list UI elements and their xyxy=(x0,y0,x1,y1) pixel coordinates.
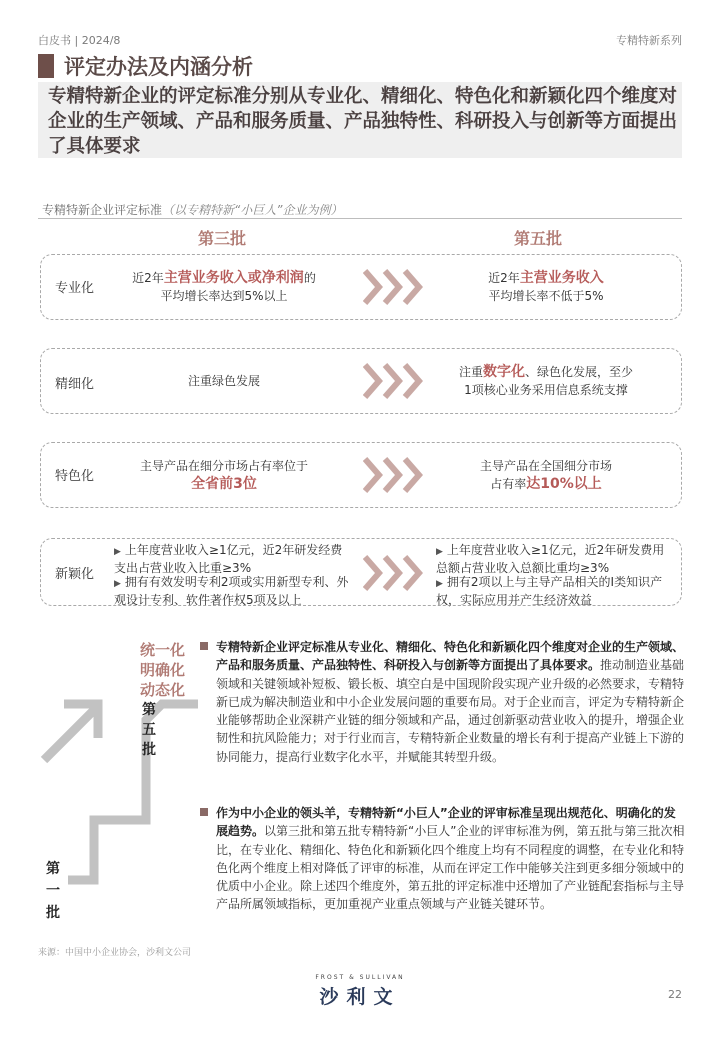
criterion-text: 平均增长率不低于5% xyxy=(488,289,604,303)
table-title xyxy=(42,201,342,218)
batch-3-criterion xyxy=(113,269,335,305)
trend-label xyxy=(140,640,185,700)
company-logo: 沙利文 xyxy=(319,986,401,1008)
section-marker xyxy=(38,54,54,78)
criteria-row-refinement xyxy=(40,348,682,414)
criterion-text: 近2年 xyxy=(132,271,164,285)
criterion-text: 主导产品在细分市场占有率位于 xyxy=(139,459,308,473)
analysis-paragraph-2 xyxy=(200,804,686,914)
chevron-arrows-icon xyxy=(363,553,423,593)
criteria-row-characteristic xyxy=(40,442,682,508)
stair-char: 批 xyxy=(46,905,60,921)
paragraph-body xyxy=(216,638,686,766)
criterion-highlight: 数字化 xyxy=(483,364,525,380)
stair-char: 第 xyxy=(46,861,60,877)
section-title: 评定办法及内涵分析 xyxy=(64,55,253,79)
batch-3-criterion: 注重绿色发展 xyxy=(187,374,260,388)
criterion-text: 主导产品在全国细分市场 xyxy=(479,459,612,473)
source-note: 来源：中国中小企业协会，沙利文公司 xyxy=(38,948,192,958)
table-divider xyxy=(38,218,682,219)
paragraph-text: 推动制造业基础领域和关键领域补短板、锻长板、填空白是中国现阶段实现产业升级的必然要求，专精特新已成为解决制造业和中小企业发展问题的重要布局。对于企业而言，评定为专精特新企业能够帮助企业深耕产业链的细分领域和产品，通过创新驱动营业收入的提升，增强企业韧性和抗风险能力；对于行业而言，专精特新企业数量的增长有利于提高产业链上下游的协同能力，提高行业数字化水平，并赋能其转型升级。 xyxy=(216,658,685,764)
trend-word: 动态化 xyxy=(140,681,186,699)
trend-word: 明确化 xyxy=(140,661,186,679)
series-name: 专精特新系列 xyxy=(616,34,682,47)
criterion-text: 近2年 xyxy=(488,271,520,285)
batch-3-bullet xyxy=(114,574,350,608)
stair-char: 五 xyxy=(142,722,156,738)
batch-5-bullet xyxy=(436,574,674,608)
batch-5-criterion xyxy=(433,269,659,305)
bullet-text: 拥有2项以上与主导产品相关的Ⅰ类知识产权，实际应用并产生经济效益 xyxy=(436,575,663,607)
table-title-note: （以专精特新“小巨人”企业为例） xyxy=(162,203,343,217)
doc-type-date: 白皮书 | 2024/8 xyxy=(38,34,121,47)
batch-5-criterion xyxy=(433,457,659,493)
stair-char: 一 xyxy=(46,883,60,899)
stair-char: 第 xyxy=(142,702,156,718)
bullet-text: 上年度营业收入≥1亿元，近2年研发经费支出占营业收入比重≥3% xyxy=(114,543,343,575)
triangle-bullet-icon: ▶ xyxy=(114,579,121,589)
paragraph-lead: 作为中小企业的领头羊，专精特新“小巨人”企业的评审标准呈现出规范化、明确化的发展趋势。 xyxy=(216,806,676,839)
criterion-text: 平均增长率达到5%以上 xyxy=(160,289,288,303)
triangle-bullet-icon: ▶ xyxy=(436,579,443,589)
row-label: 专业化 xyxy=(55,281,95,296)
paragraph-body xyxy=(216,804,686,914)
paragraph-lead: 专精特新企业评定标准从专业化、精细化、特色化和新颖化四个维度对企业的生产领域、产品和服务质量、产品独特性、科研投入与创新等方面提出了具体要求。 xyxy=(216,640,685,673)
logo-subtitle: FROST & SULLIVAN xyxy=(315,974,405,981)
table-title-text: 专精特新企业评定标准 xyxy=(42,203,163,217)
subtitle: 专精特新企业的评定标准分别从专业化、精细化、特色化和新颖化四个维度对企业的生产领域、产品和服务质量、产品独特性、科研投入与创新等方面提出了具体要求 xyxy=(48,86,678,157)
chevron-arrows-icon xyxy=(363,267,423,307)
chevron-arrows-icon xyxy=(363,455,423,495)
stair-char: 批 xyxy=(142,742,156,758)
bullet-text: 拥有有效发明专利2项或实用新型专利、外观设计专利、软件著作权5项及以上 xyxy=(114,575,349,607)
criteria-row-specialization xyxy=(40,254,682,320)
batch-5-stair-label xyxy=(142,700,156,760)
paragraph-text: 以第三批和第五批专精特新“小巨人”企业的评审标准为例，第五批与第三批次相比，在专业化、精细化、特色化和新颖化四个维度上均有不同程度的调整，在专业化和特色化两个维度上相对降低了评审的标准，从而在评定工作中能够关注到更多细分领域中的优质中小企业。除上述四个维度外，第五批的评定标准中还增加了产业链配套指标与主导产品所属领域指标，更加重视产业重点领域与产业链关键环节。 xyxy=(216,824,685,912)
criterion-text: 、绿色化发展，至少 xyxy=(525,365,634,379)
criterion-highlight: 全省前3位 xyxy=(191,476,257,492)
analysis-paragraph-1 xyxy=(200,638,686,766)
page-number: 22 xyxy=(668,988,682,1001)
criterion-text: 的 xyxy=(303,271,316,285)
criterion-highlight: 达10%以上 xyxy=(526,476,602,492)
square-bullet-icon xyxy=(200,642,208,650)
criterion-text: 占有率 xyxy=(490,477,527,491)
bullet-text: 上年度营业收入≥1亿元，近2年研发费用总额占营业收入总额比重均≥3% xyxy=(436,543,665,575)
row-label: 精细化 xyxy=(55,377,95,392)
criterion-highlight: 主营业务收入或净利润 xyxy=(163,270,304,286)
triangle-bullet-icon: ▶ xyxy=(114,547,121,557)
batch-3-bullet xyxy=(114,542,350,576)
triangle-bullet-icon: ▶ xyxy=(436,547,443,557)
criterion-text: 1项核心业务采用信息系统支撑 xyxy=(464,383,628,397)
column-header-batch-3: 第三批 xyxy=(198,229,247,248)
row-label: 新颖化 xyxy=(55,567,95,582)
square-bullet-icon xyxy=(200,808,208,816)
batch-3-criterion xyxy=(113,457,335,493)
batch-5-criterion xyxy=(433,363,659,399)
column-header-batch-5: 第五批 xyxy=(514,229,563,248)
row-label: 特色化 xyxy=(55,469,95,484)
batch-1-stair-label xyxy=(46,858,60,924)
criterion-highlight: 主营业务收入 xyxy=(519,270,604,286)
chevron-arrows-icon xyxy=(363,361,423,401)
trend-word: 统一化 xyxy=(140,641,186,659)
batch-5-bullet xyxy=(436,542,674,576)
criterion-text: 注重 xyxy=(458,365,483,379)
